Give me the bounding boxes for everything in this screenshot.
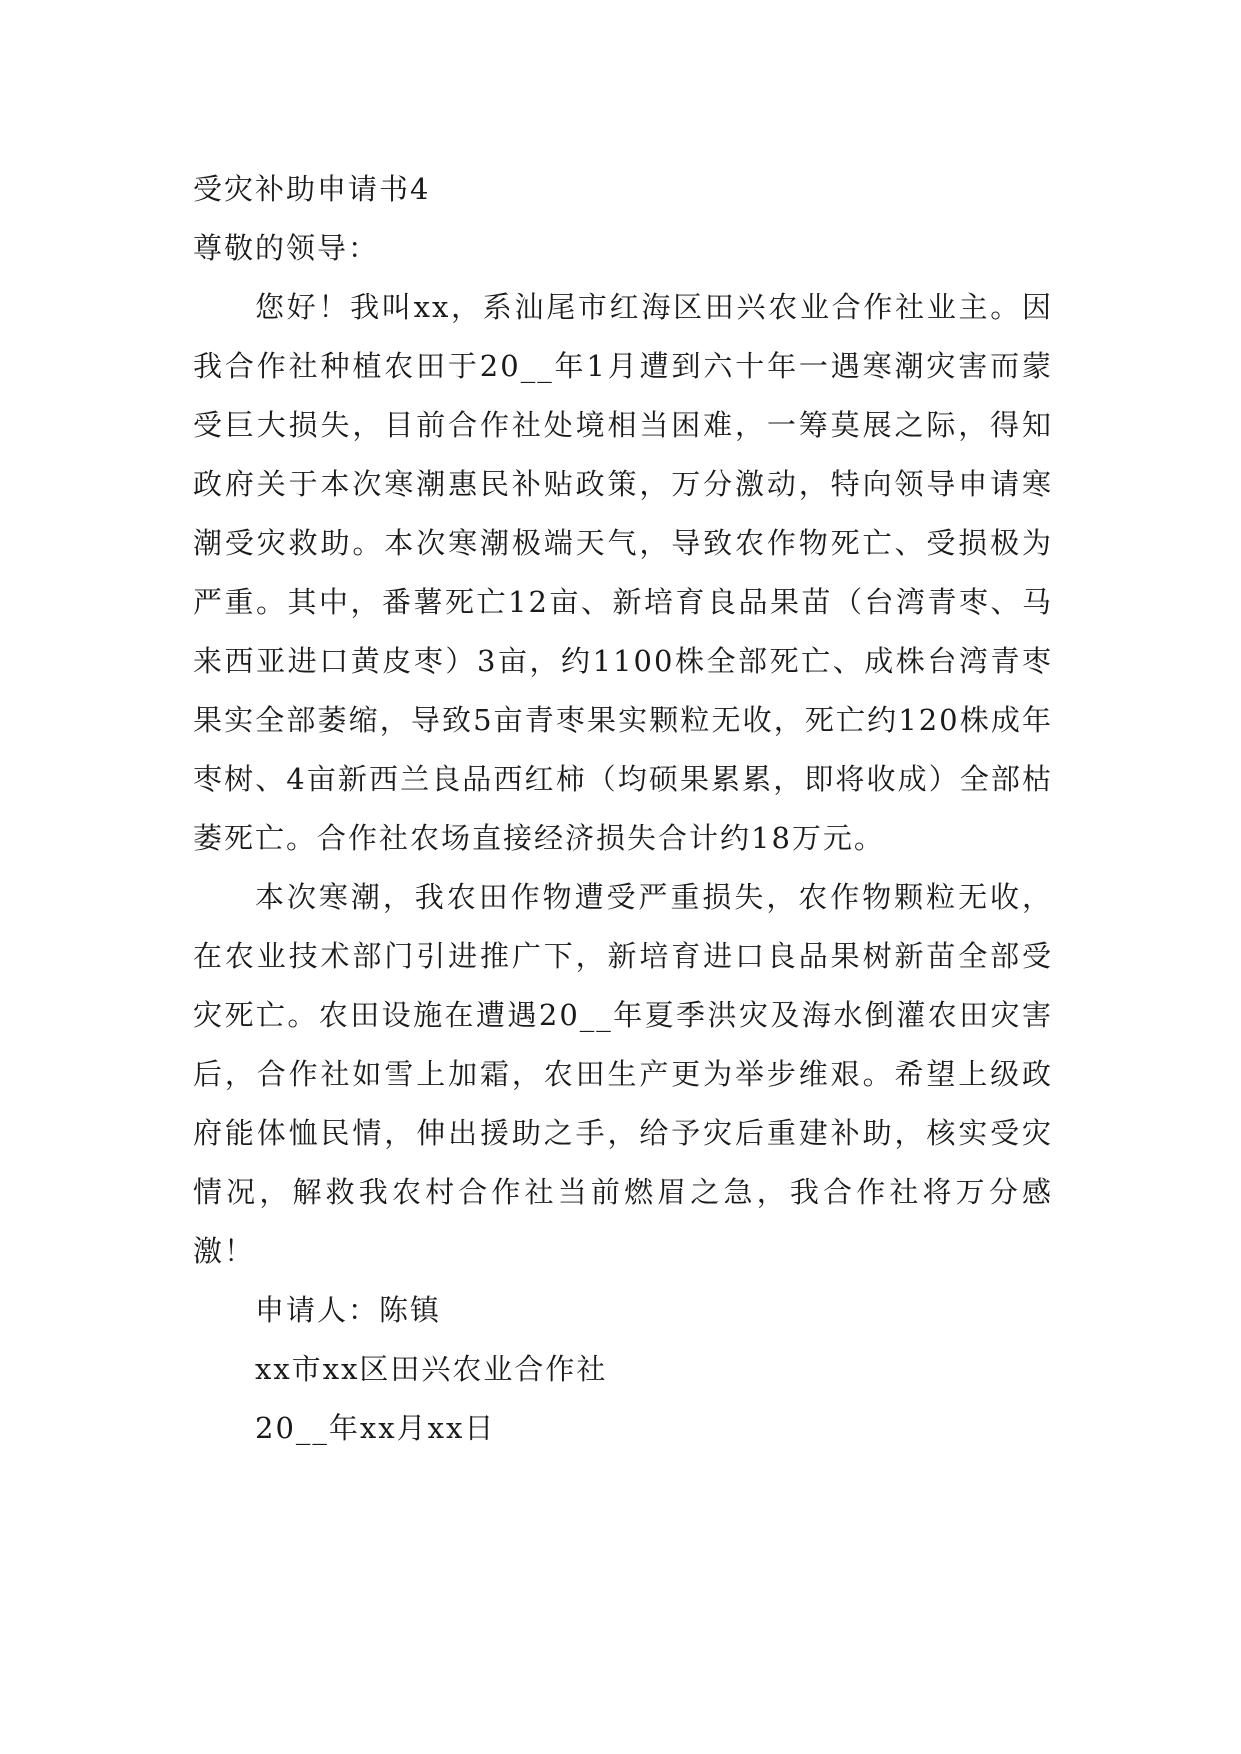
date-line: 20__年xx月xx日: [255, 1411, 496, 1445]
document-page: [193, 160, 1053, 1458]
body-paragraph-2: 本次寒潮，我农田作物遭受严重损失，农作物颗粒无收，在农业技术部门引进推广下，新培育进口良品果树新苗全部受灾死亡。农田设施在遭遇20__年夏季洪灾及海水倒灌农田灾害后，合作社如雪上加霜，农田生产更为举步维艰。希望上级政府能体恤民情，伸出援助之手，给予灾后重建补助，核实受灾情况，解救我农村合作社当前燃眉之急，我合作社将万分感激！: [193, 880, 1053, 1268]
body-paragraph-1: 您好！我叫xx，系汕尾市红海区田兴农业合作社业主。因我合作社种植农田于20__年1月遭到六十年一遇寒潮灾害而蒙受巨大损失，目前合作社处境相当困难，一筹莫展之际，得知政府关于本次寒潮惠民补贴政策，万分激动，特向领导申请寒潮受灾救助。本次寒潮极端天气，导致农作物死亡、受损极为严重。其中，番薯死亡12亩、新培育良品果苗（台湾青枣、马来西亚进口黄皮枣）3亩，约1100株全部死亡、成株台湾青枣果实全部萎缩，导致5亩青枣果实颗粒无收，死亡约120株成年枣树、4亩新西兰良品西红柿（均硕果累累，即将收成）全部枯萎死亡。合作社农场直接经济损失合计约18万元。: [193, 290, 1053, 855]
salutation: 尊敬的领导：: [193, 231, 380, 265]
organization-line: xx市xx区田兴农业合作社: [255, 1352, 608, 1386]
document-title: 受灾补助申请书4: [193, 172, 431, 206]
applicant-line: 申请人：陈镇: [255, 1293, 442, 1327]
